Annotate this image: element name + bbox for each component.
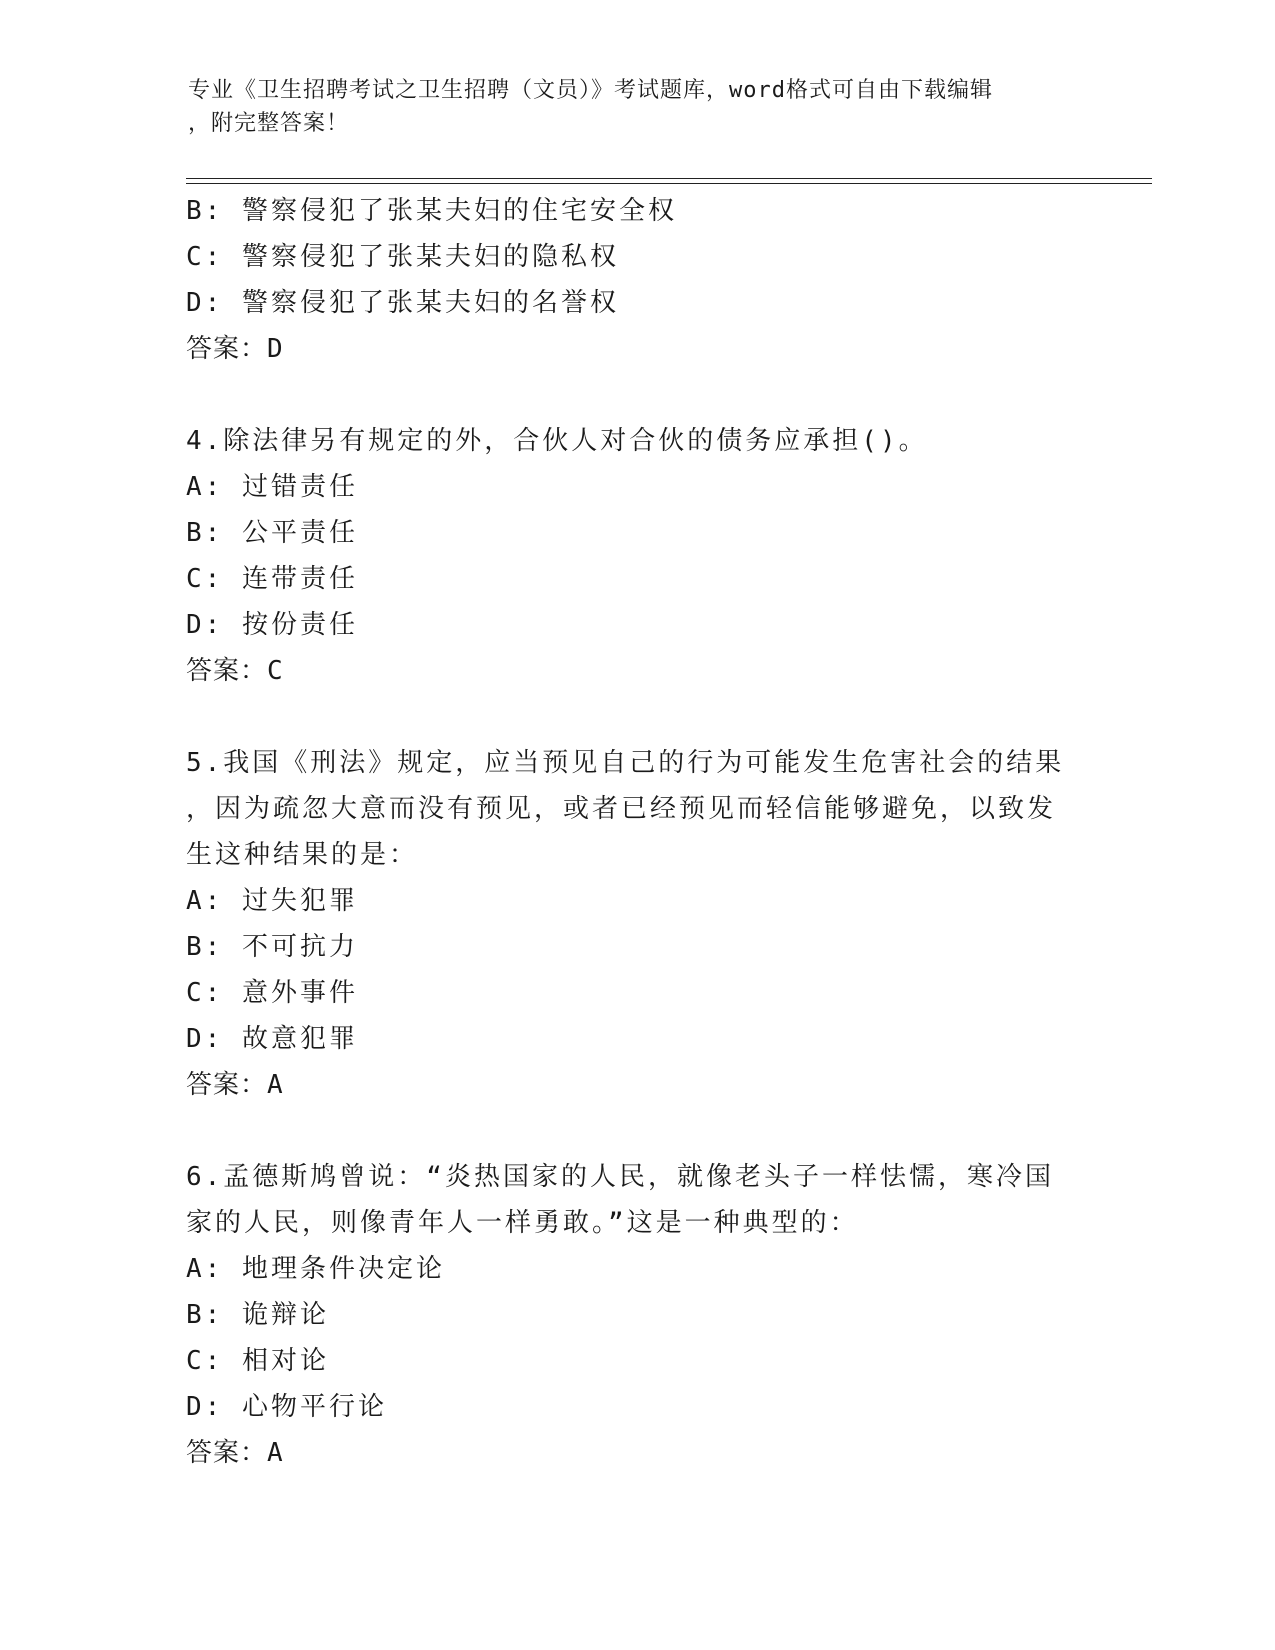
option-d: D: 心物平行论 — [186, 1392, 387, 1422]
spacer — [186, 1108, 1086, 1154]
spacer — [186, 372, 1086, 418]
option-d: D: 警察侵犯了张某夫妇的名誉权 — [186, 288, 619, 318]
spacer — [186, 694, 1086, 740]
option-d: D: 按份责任 — [186, 610, 358, 640]
option-d: D: 故意犯罪 — [186, 1024, 358, 1054]
option-c: C: 意外事件 — [186, 978, 358, 1008]
option-c: C: 相对论 — [186, 1346, 329, 1376]
option-c: C: 警察侵犯了张某夫妇的隐私权 — [186, 242, 619, 272]
question-block-3 — [186, 188, 1086, 372]
option-a: A: 过错责任 — [186, 472, 358, 502]
option-b: B: 不可抗力 — [186, 932, 358, 962]
question-block-4 — [186, 418, 1086, 694]
question-text-line-1: 6.孟德斯鸠曾说：“炎热国家的人民，就像老头子一样怯懦，寒冷国 — [186, 1162, 1054, 1192]
answer-line: 答案：C — [186, 656, 284, 686]
option-a: A: 过失犯罪 — [186, 886, 358, 916]
option-a: A: 地理条件决定论 — [186, 1254, 445, 1284]
header-line-2: ，附完整答案！ — [188, 111, 350, 136]
question-block-6 — [186, 1154, 1086, 1476]
question-text-line-3: 生这种结果的是： — [186, 840, 419, 870]
option-b: B: 公平责任 — [186, 518, 358, 548]
answer-line: 答案：A — [186, 1438, 284, 1468]
header-divider-top — [186, 178, 1152, 179]
question-block-5 — [186, 740, 1086, 1108]
question-text-line-2: ，因为疏忽大意而没有预见，或者已经预见而轻信能够避免，以致发 — [186, 794, 1057, 824]
option-b: B: 诡辩论 — [186, 1300, 329, 1330]
header-line-1: 专业《卫生招聘考试之卫生招聘（文员）》考试题库，word格式可自由下载编辑 — [188, 78, 993, 103]
document-header — [188, 74, 1068, 140]
option-b: B: 警察侵犯了张某夫妇的住宅安全权 — [186, 196, 677, 226]
question-text-line-2: 家的人民，则像青年人一样勇敢。”这是一种典型的： — [186, 1208, 859, 1238]
answer-line: 答案：A — [186, 1070, 284, 1100]
question-list — [186, 188, 1086, 1476]
question-text-line-1: 5.我国《刑法》规定，应当预见自己的行为可能发生危害社会的结果 — [186, 748, 1065, 778]
answer-line: 答案：D — [186, 334, 284, 364]
question-text: 4.除法律另有规定的外，合伙人对合伙的债务应承担()。 — [186, 426, 928, 456]
header-divider-bottom — [186, 183, 1152, 184]
option-c: C: 连带责任 — [186, 564, 358, 594]
